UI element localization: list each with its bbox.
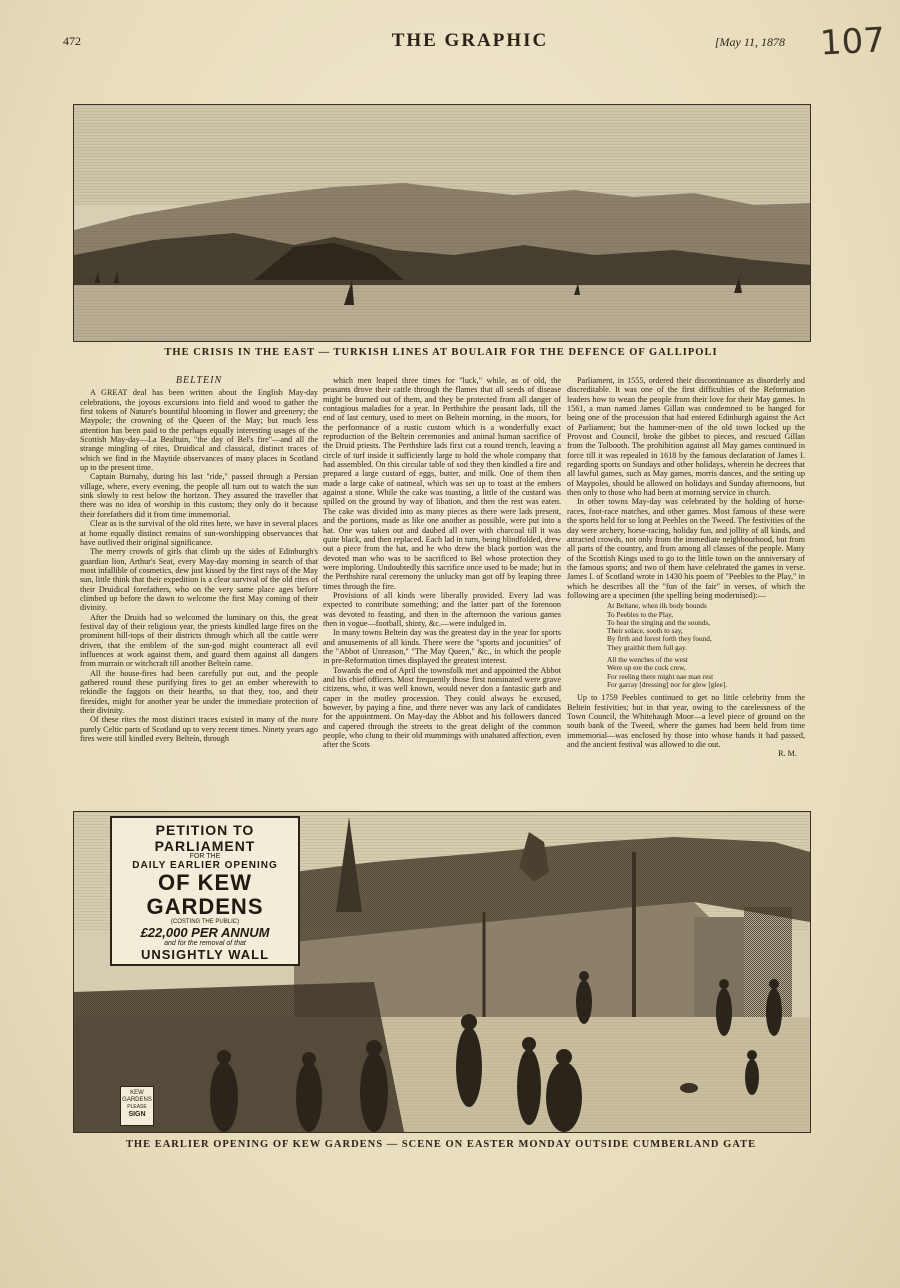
article-title: BELTEIN (175, 376, 223, 386)
poster-line: UNSIGHTLY WALL (140, 947, 270, 962)
paragraph: In other towns May-day was celebrated by the holding of horse-races, foot-race matches, and other games. Most famous of these were the sports held for so long at Peebles on the Tweed. The festivities of the day were archery, horse-racing, holiday fun, and jollity of all kinds, and attracted crowds, not only from the immediate neighbourhood, but from all parts of the country, and from among all classes of the people. Many of the Scottish Kings used to go to the little town on the anniversary of the famous sports; and two of them have celebrated the games in verse. James I. of Scotland wrote in 1430 his poem of "Peebles to the Play," in which he describes all the "fun of the fair" in verses, of which the following are a specimen (the spelling being modernised):— (567, 497, 805, 600)
caption-gallipoli: THE CRISIS IN THE EAST — TURKISH LINES AT BOULAIR FOR THE DEFENCE OF GALLIPOLI (164, 347, 718, 358)
paragraph: The merry crowds of girls that climb up the sides of Edinburgh's guardian lion, Arthur's Seat, every May-day morning in search of that most infallible of cosmetics, dew just kissed by the first rays of the May sun, little think that their expedition is a clear survival of the old rites of their Druidical forefathers, who on the very same place ages before climbed up before the dawn to welcome the first May coming of their divinity. (80, 547, 318, 613)
paragraph: Up to 1759 Peebles continued to get no little celebrity from the Beltein festivities; but in that year, owing to the carelessness of the Town Council, the Whitehaugh Moor—a level piece of ground on the south bank of the Tweed, where the games had been held from time immemorial—was enclosed by those into whose hands it had passed, and the ancient festival was allowed to die out. (567, 693, 805, 749)
author-signature: R. M. (778, 749, 797, 759)
poster-line: DAILY EARLIER OPENING (132, 860, 278, 871)
sign-line: PLEASE (127, 1104, 147, 1110)
verse-line: Were up ere the cock crew, (607, 663, 686, 673)
paragraph: Captain Burnaby, during his last "ride," passed through a Persian village, where, every evening, the people all turn out to watch the sun sink slowly to rest below the horizon. They assured the traveller that there was no idea of worship in this custom; they only do it because their forefathers did it from time immemorial. (80, 472, 318, 519)
poem-verse-2 (607, 656, 805, 689)
verse-line: By firth and forest forth they found, (607, 634, 712, 644)
paragraph: Of these rites the most distinct traces existed in many of the more purely Celtic parts of Scotland up to very recent times. Ninety years ago fires were still kindled every Belteín, through (80, 715, 318, 744)
paragraph: Provisions of all kinds were liberally provided. Every lad was expected to contribute something; and the latter part of the forenoon was devoted to feasting, and then in the afternoon the various games then in vogue—football, shinty, &c.—were indulged in. (323, 590, 561, 628)
paragraph: Parliament, in 1555, ordered their discontinuance as disorderly and discreditable. It was one of the first difficulties of the Reformation leaders how to wean the people from their love for their May games. In 1561, a man named James Gillan was condemned to be hanged for being one of the procession that had entered Edinburgh against the Act of Parliament; but the hammer-men of the old town locked up the Provost and Council, broke the gibbet to pieces, and rescued Gillan from the Tolbooth. The prohibition against all May games continued in force till it was repealed in 1618 by the famous declaration of James I. regarding sports on Sundays and other holidays, wherein he decrees that all lawful games, such as May games, morris dances, and the setting up of Maypoles, should be allowed on holidays and Sunday afternoons, but then only to those who had been at morning service in church. (567, 376, 805, 498)
paragraph: Clear as is the survival of the old rites here, we have in several places at home equally distinct remains of sun-worshipping observances that have outlived their original significance. (80, 519, 318, 547)
article-beltein (80, 376, 805, 774)
paragraph: In many towns Beltein day was the greatest day in the year for sports and amusements of all kinds. There were the "sports and jocunities" of the "Abbot of Unreason," "The May Queen," &c., in which the people in pre-Reformation times displayed the greatest interest. (323, 628, 561, 666)
caption-kew-gardens: THE EARLIER OPENING OF KEW GARDENS — SCENE ON EASTER MONDAY OUTSIDE CUMBERLAND GATE (125, 1139, 757, 1150)
verse-line: At Beltane, when ilk body bounds (607, 601, 707, 611)
sign-line: GARDENS (122, 1097, 152, 1103)
paragraph: which men leaped three times for "luck," while, as of old, the peasants drove their cattle through the flames that all seeds of disease might be burned out of them, and they be protected from all danger of contagious maladies for a year. In Perthshire the peasant lads, till the end of last century, used to meet on Beltein morning, in the moors, for the performance of a rustic custom which is a wonderfully exact reproduction of the Beltein ceremonies and animal human sacrifice of the Druid priests. The Perthshire lads first cut a round trench, leaving a circle of turf inside it sufficiently large to hold the whole company that had assembled. On this circular table of sod they then kindled a fire and prepared a large custard of eggs, butter, and milk. One of them then made a large cake of oatmeal, which was set up to toast at the embers against a stone. While the cake was toasting, a little of the custard was spilled on the ground by way of libation, and then the rest was eaten. The cake was divided into as many pieces as there were lads present, and the portions, made as like one another as possible, were put into a hat. One was taken out and daubed all over with charcoal till it was quite black, and then replaced. Each lad in turn, being blindfolded, drew out a piece from the hat, and he who drew the black portion was the devoted man who was to be sacrificed to Bel whose protection they were imploring. Undoubtedly this sacrifice once used to be made; but in the Perthshire rural ceremony the unlucky man got off by leaping three times through the fire. (323, 376, 561, 591)
paragraph: After the Druids had so welcomed the luminary on this, the great festival day of their religious year, the priests kindled large fires on the prominent hill-tops of their districts through which all the cattle were driven, that the emblem of the sun-god might counteract all evil influences at work against them, and guard them against all dangers from murrain or witchcraft till another Belteín came. (80, 612, 318, 669)
page-header (55, 20, 887, 64)
engraving-kew-gardens (73, 811, 811, 1133)
gallipoli-landscape-illustration (74, 105, 810, 341)
sign-line: KEW (130, 1090, 144, 1096)
verse-line: To Peebles to the Play, (607, 609, 674, 619)
masthead-title: THE GRAPHIC (391, 30, 549, 51)
sign-line: SIGN (128, 1111, 146, 1118)
engraving-gallipoli (73, 104, 811, 342)
verse-line: All the wenches of the west (607, 655, 688, 665)
verse-line: They graithit them full gay. (607, 642, 687, 652)
article-column-2 (323, 376, 561, 774)
poster-line: PETITION TO PARLIAMENT (154, 822, 256, 854)
issue-date: [May 11, 1878 (714, 35, 785, 49)
verse-line: For reeling there might nae man rest (607, 671, 714, 681)
verse-line: For garray [dressing] nor for glew [glee]. (607, 679, 728, 689)
paragraph: All the house-fires had been carefully put out, and the people gathered round these purifying fires to get an ember wherewith to rekindle the faggots on their hearths, so that they, too, and their firesides, might for another year be under the immediate protection of their divinity. (80, 668, 318, 716)
paragraph: Towards the end of April the townsfolk met and appointed the Abbot and his chief officers. Most frequently those first nominated were grave citizens, who, it was well known, would never don a fantastic garb and caper in the motley procession. They could always be excused, however, by paying a fine, and there never was any lack of candidates for the appointment. On May-day the Abbot and his followers danced and capered through the streets to the great delight of the common people, who clung to their old mummings with unabated affection, even after the Scots (323, 665, 561, 750)
page-number: 472 (63, 34, 81, 48)
poster-line: OF KEW GARDENS (146, 870, 264, 919)
article-column-1 (80, 376, 318, 774)
poster-line: and for the removal of that (164, 940, 246, 947)
poster-line: FOR THE (189, 853, 221, 860)
article-column-3 (567, 376, 805, 774)
poster-line: £22,000 PER ANNUM (140, 925, 270, 940)
please-sign-board (120, 1086, 154, 1126)
handwritten-number: 107 (819, 20, 887, 64)
verse-line: Their solace, sooth to say, (607, 626, 683, 636)
poem-verse-1 (607, 602, 805, 652)
paragraph: A GREAT deal has been written about the English May-day celebrations, the joyous excursions into field and wood to gather the first tokens of Nature's bountiful blooming in flower and greenery; the Maypole; the crowning of the Queen of the May; but much less attention has been paid to the perhaps equally interesting usages of the Scottish May-day—La Bealtuin, "the day of Bel's fire"—and all the strange mingling of rites, Druidical and classical, distinct traces of which we find in the Maytide observances of many places in Scotland up to the present time. (80, 388, 318, 473)
verse-line: To hear the singing and the sounds, (607, 617, 711, 627)
poster-line: (COSTING THE PUBLIC) (170, 919, 240, 925)
petition-poster (110, 816, 300, 966)
